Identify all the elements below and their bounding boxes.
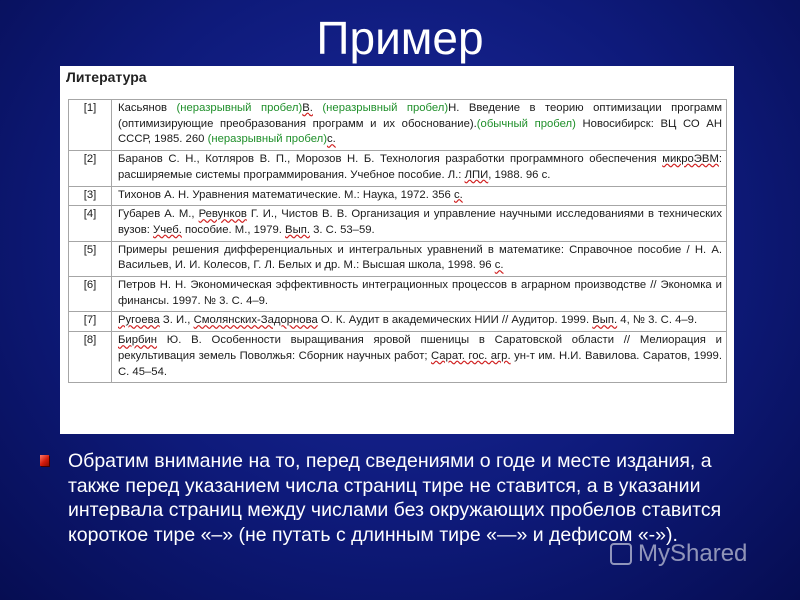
reference-fragment: : расширяемые системы программирования. Учебное пособие. Л.:: [118, 153, 722, 181]
reference-number: [7]: [69, 312, 112, 332]
reference-text: [112, 151, 727, 186]
spellcheck-word: Вып.: [285, 223, 310, 236]
space-annotation: (обычный пробел): [476, 117, 576, 130]
reference-fragment: Баранов С. Н., Котляров В. П., Морозов Н. Б. Технология разработки программного обеспечения: [118, 153, 663, 166]
reference-text: [112, 241, 727, 276]
reference-fragment: Примеры решения дифференциальных и интегральных уравнений в математике: Справочное пособие / Н. А. Васильев, И. И. Колесов, Г. Л. Белых и др. М.: Высшая школа, 1998. 96: [118, 243, 722, 272]
reference-text: [112, 100, 727, 151]
reference-row: [69, 100, 727, 151]
reference-number: [2]: [69, 151, 112, 186]
reference-text: [112, 277, 727, 312]
reference-fragment: О. К. Аудит в академических НИИ // Аудитор. 1999.: [317, 314, 593, 327]
slide-title: Пример: [316, 12, 484, 64]
reference-fragment: Н. Введение в теорию оптимизации программ (оптимизирующие преобразования программ и их обоснование).: [118, 102, 723, 130]
reference-fragment: пособие. М., 1979.: [181, 223, 286, 236]
reference-row: [69, 151, 727, 186]
reference-row: [69, 186, 727, 206]
spellcheck-word: Ругоева: [118, 314, 160, 327]
reference-fragment: Касьянов: [118, 102, 177, 114]
reference-number: [1]: [69, 100, 112, 151]
reference-number: [4]: [69, 206, 112, 241]
space-annotation: (неразрывный пробел): [207, 133, 327, 146]
watermark-logo-icon: [610, 543, 632, 565]
reference-fragment: ун-т им. Н.И. Вавилова. Саратов, 1999. С. 45–54.: [118, 349, 722, 378]
reference-fragment: 3. С. 53–59.: [309, 223, 375, 236]
explanation-text: Обратим внимание на то, перед сведениями о годе и месте издания, а также перед указанием числа страниц тире не ставится, а в указании интервала страниц между числами без окружающих пробелов ставится короткое тире «–» (не путать с длинным тире «—» и дефисом «-»).: [68, 450, 722, 546]
reference-text: [112, 186, 727, 206]
spellcheck-word: Сарат. гос. агр.: [430, 349, 511, 362]
spellcheck-word: ЛПИ: [464, 168, 489, 181]
reference-row: [69, 312, 727, 332]
reference-number: [8]: [69, 332, 112, 383]
reference-fragment: Тихонов А. Н. Уравнения математические. М.: Наука, 1972. 356: [118, 188, 454, 201]
bibliography-image: [60, 66, 734, 434]
reference-number: [5]: [69, 241, 112, 276]
reference-fragment: 4, № 3. С. 4–9.: [617, 314, 698, 327]
watermark: [610, 540, 747, 568]
reference-fragment: Губарев А. М.,: [118, 208, 199, 221]
spellcheck-word: Учеб.: [153, 223, 182, 236]
references-table: [68, 99, 727, 383]
spellcheck-word: с.: [453, 188, 463, 201]
reference-fragment: , 1988. 96 с.: [488, 168, 551, 181]
watermark-text: MyShared: [638, 540, 748, 567]
reference-text: [112, 312, 727, 332]
reference-row: [69, 332, 727, 383]
spellcheck-word: с.: [494, 259, 504, 272]
reference-number: [6]: [69, 277, 112, 312]
reference-number: [3]: [69, 186, 112, 206]
bullet-icon: [40, 455, 49, 466]
reference-text: [112, 332, 727, 383]
reference-fragment: Г. И., Чистов В. В. Организация и управление научными исследованиями в технических вузов:: [118, 208, 722, 236]
spellcheck-word: Смолянских-Задорнова: [193, 314, 318, 327]
spellcheck-word: Ревунков: [198, 208, 247, 221]
space-annotation: (неразрывный пробел): [322, 102, 449, 114]
reference-fragment: Петров Н. Н. Экономическая эффективность интеграционных процессов в аграрном производстве // Экономка и финансы. 1997. № 3. С. 4–9.: [118, 279, 722, 307]
reference-row: [69, 206, 727, 241]
spellcheck-word: с.: [326, 133, 336, 146]
bibliography-heading: Литература: [66, 69, 147, 85]
reference-fragment: [313, 102, 322, 114]
reference-text: [112, 206, 727, 241]
spellcheck-word: микроЭВМ: [662, 153, 719, 166]
reference-fragment: Новосибирск: ВЦ СО АН СССР, 1985. 260: [118, 117, 723, 146]
space-annotation: (неразрывный пробел): [176, 102, 303, 114]
spellcheck-word: Бирбин: [118, 334, 158, 347]
reference-row: [69, 277, 727, 312]
reference-fragment: Ю. В. Особенности выращивания яровой пшеницы в Саратовской области // Мелиорация и рекультивация земель Поволжья: Сборник научных работ;: [118, 334, 722, 362]
spellcheck-word: В.: [302, 102, 313, 114]
reference-row: [69, 241, 727, 276]
reference-fragment: З. И.,: [159, 314, 194, 327]
spellcheck-word: Вып.: [592, 314, 618, 327]
